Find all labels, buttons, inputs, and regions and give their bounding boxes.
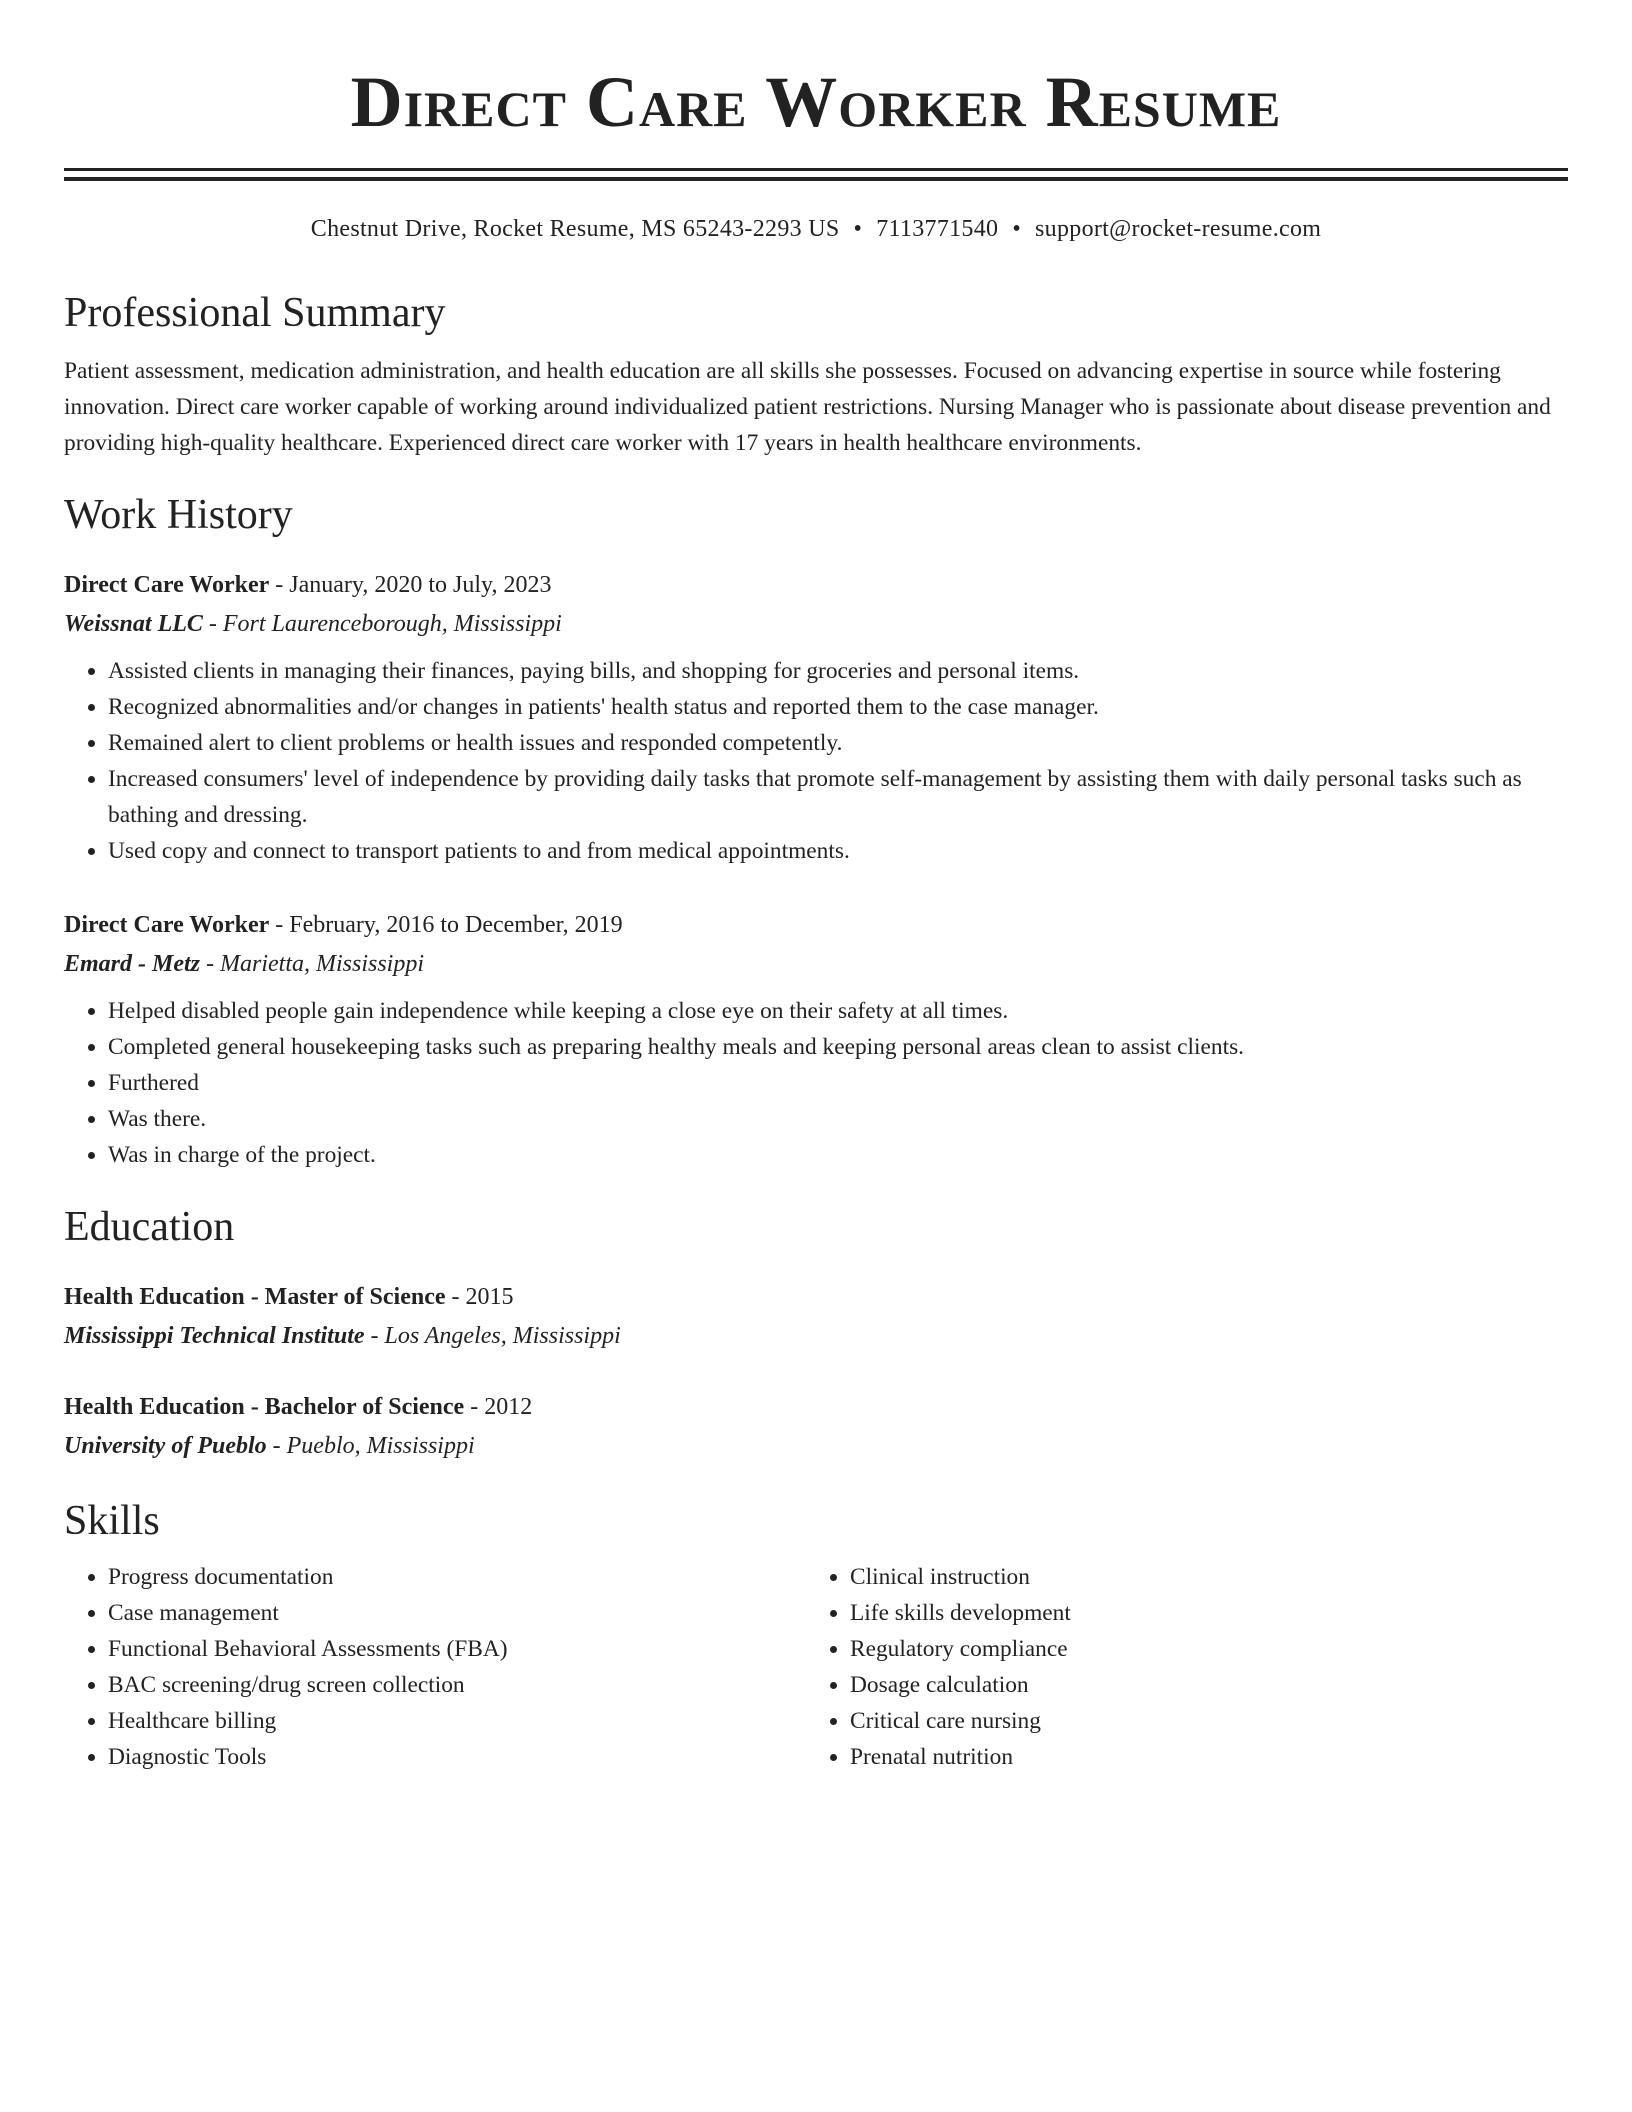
degree-line bbox=[64, 1387, 1568, 1427]
school-location: - Pueblo, Mississippi bbox=[266, 1433, 475, 1459]
job-entry bbox=[64, 905, 1568, 1173]
list-item: • Helped disabled people gain independence while keeping a close eye on their safety at all times. bbox=[108, 993, 1568, 1029]
job-location: - Marietta, Mississippi bbox=[200, 951, 425, 977]
job-location: - Fort Laurenceborough, Mississippi bbox=[202, 611, 562, 637]
summary-text: Patient assessment, medication administration, and health education are all skills she possesses. Focused on advancing expertise in source while fostering innovation. Direct care worker capable of working around individualized patient restrictions. Nursing Manager who is passionate about disease prevention and providing high-quality healthcare. Experienced direct care worker with 17 years in health healthcare environments. bbox=[64, 358, 1551, 456]
skill-item: • Prenatal nutrition bbox=[850, 1739, 1548, 1775]
job-title-line bbox=[64, 905, 1568, 945]
degree-year: - 2015 bbox=[445, 1284, 514, 1310]
skill-item: • BAC screening/drug screen collection bbox=[108, 1667, 806, 1703]
work-history-heading: Work History bbox=[64, 492, 293, 538]
education-entry bbox=[64, 1387, 1568, 1465]
degree: Health Education - Bachelor of Science bbox=[64, 1394, 465, 1420]
school-line bbox=[64, 1317, 1568, 1355]
job-title: Direct Care Worker bbox=[64, 912, 270, 938]
contact-separator: • bbox=[1012, 216, 1022, 242]
job-duties-list bbox=[64, 993, 1568, 1173]
contact-separator: • bbox=[853, 216, 863, 242]
job-dates: - January, 2020 to July, 2023 bbox=[269, 572, 552, 598]
skills-heading: Skills bbox=[64, 1498, 160, 1544]
contact-address: Chestnut Drive, Rocket Resume, MS 65243-2293 US bbox=[310, 216, 840, 242]
skill-item: • Dosage calculation bbox=[850, 1667, 1548, 1703]
skill-item: • Clinical instruction bbox=[850, 1559, 1548, 1595]
title-divider-bottom bbox=[64, 177, 1568, 181]
job-company: Emard - Metz bbox=[64, 951, 201, 977]
contact-line bbox=[64, 213, 1568, 245]
resume-title: Direct Care Worker Resume bbox=[350, 62, 1282, 142]
skill-item: • Critical care nursing bbox=[850, 1703, 1548, 1739]
skill-item: • Diagnostic Tools bbox=[108, 1739, 806, 1775]
list-item: • Remained alert to client problems or health issues and responded competently. bbox=[108, 725, 1568, 761]
school: Mississippi Technical Institute bbox=[64, 1323, 365, 1349]
education-entry bbox=[64, 1277, 1568, 1355]
skill-item: • Case management bbox=[108, 1595, 806, 1631]
skill-item: • Functional Behavioral Assessments (FBA) bbox=[108, 1631, 806, 1667]
school-location: - Los Angeles, Mississippi bbox=[364, 1323, 621, 1349]
list-item: • Furthered bbox=[108, 1065, 1568, 1101]
job-duties-list bbox=[64, 653, 1568, 869]
contact-phone: 7113771540 bbox=[876, 216, 999, 242]
job-company-line bbox=[64, 605, 1568, 643]
skill-item: • Life skills development bbox=[850, 1595, 1548, 1631]
school-line bbox=[64, 1427, 1568, 1465]
list-item: • Increased consumers' level of independence by providing daily tasks that promote self-management by assisting them with daily personal tasks such as bathing and dressing. bbox=[108, 761, 1568, 833]
skill-item: • Progress documentation bbox=[108, 1559, 806, 1595]
skill-item: • Healthcare billing bbox=[108, 1703, 806, 1739]
school: University of Pueblo bbox=[64, 1433, 267, 1459]
degree-year: - 2012 bbox=[464, 1394, 533, 1420]
list-item: • Was there. bbox=[108, 1101, 1568, 1137]
job-entry bbox=[64, 565, 1568, 869]
job-company: Weissnat LLC bbox=[64, 611, 203, 637]
degree-line bbox=[64, 1277, 1568, 1317]
skills-grid bbox=[64, 1559, 1568, 1775]
job-company-line bbox=[64, 945, 1568, 983]
list-item: • Completed general housekeeping tasks such as preparing healthy meals and keeping personal areas clean to assist clients. bbox=[108, 1029, 1568, 1065]
contact-email: support@rocket-resume.com bbox=[1035, 216, 1322, 242]
list-item: • Was in charge of the project. bbox=[108, 1137, 1568, 1173]
degree: Health Education - Master of Science bbox=[64, 1284, 446, 1310]
list-item: • Assisted clients in managing their finances, paying bills, and shopping for groceries and personal items. bbox=[108, 653, 1568, 689]
job-title-line bbox=[64, 565, 1568, 605]
list-item: • Used copy and connect to transport patients to and from medical appointments. bbox=[108, 833, 1568, 869]
education-heading: Education bbox=[64, 1204, 235, 1250]
list-item: • Recognized abnormalities and/or changes in patients' health status and reported them to the case manager. bbox=[108, 689, 1568, 725]
job-dates: - February, 2016 to December, 2019 bbox=[269, 912, 623, 938]
job-title: Direct Care Worker bbox=[64, 572, 270, 598]
skills-list-left bbox=[64, 1559, 806, 1775]
skills-list-right bbox=[806, 1559, 1548, 1775]
skill-item: • Regulatory compliance bbox=[850, 1631, 1548, 1667]
title-divider-top bbox=[64, 168, 1568, 171]
summary-heading: Professional Summary bbox=[64, 290, 446, 336]
